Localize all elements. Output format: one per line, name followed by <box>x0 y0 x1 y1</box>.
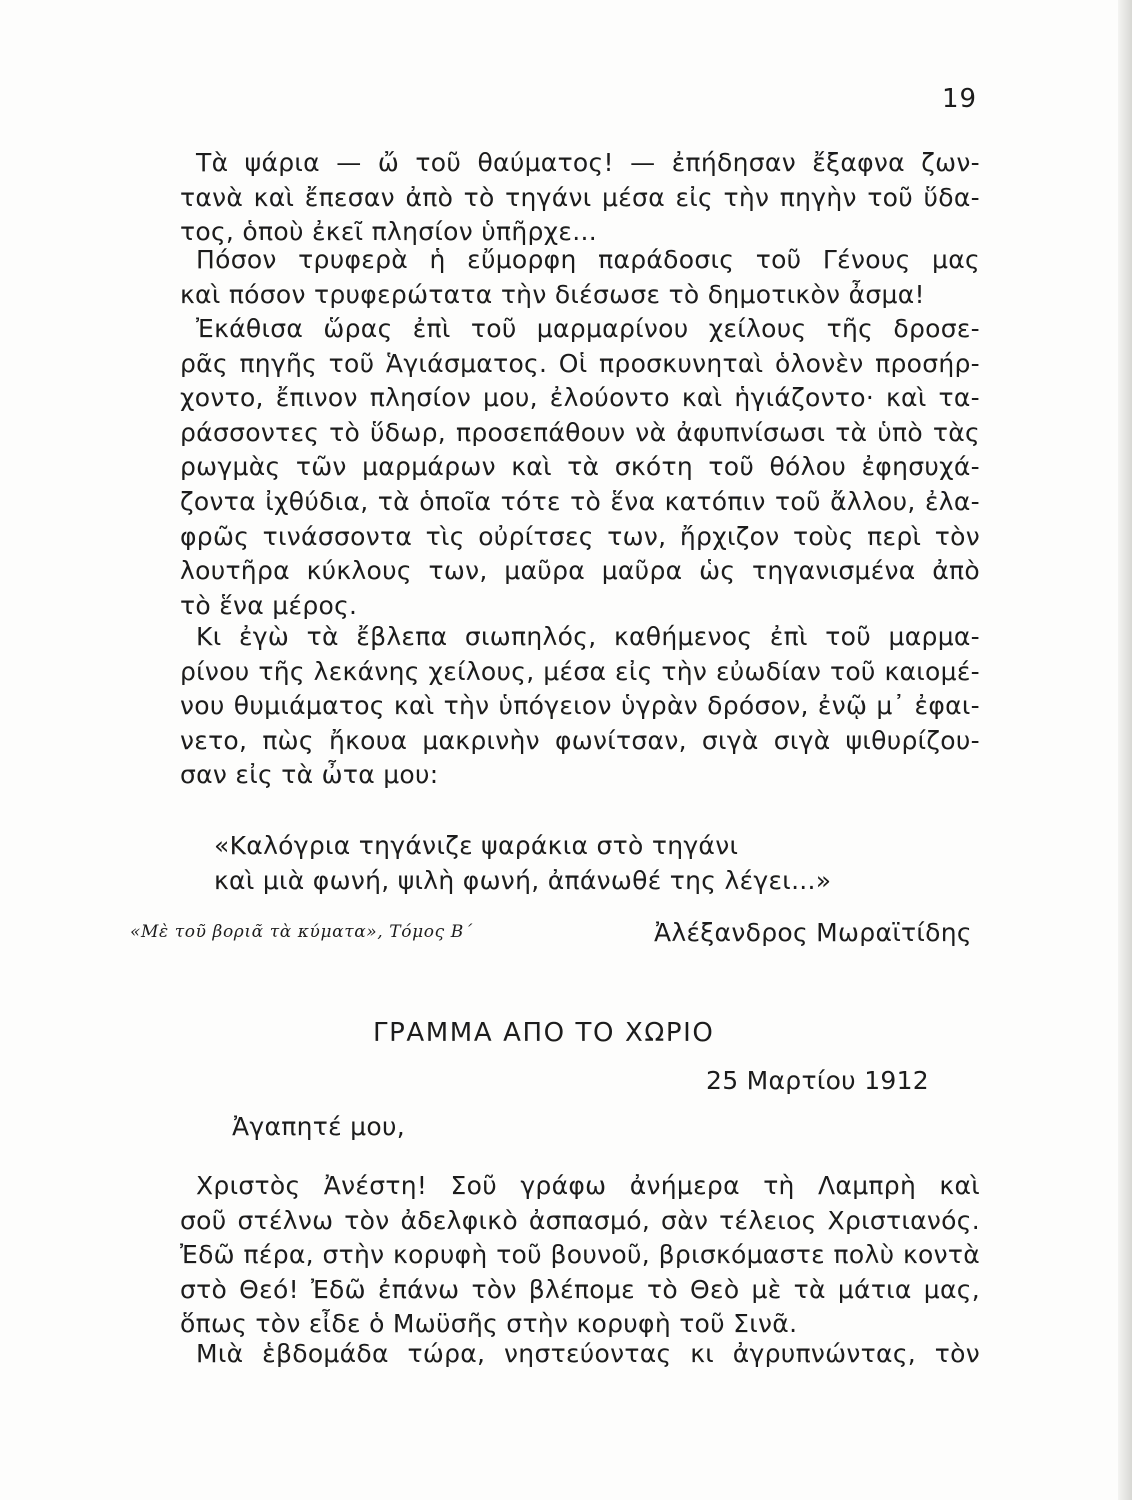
text-line: ράσσοντες τὸ ὕδωρ, προσεπάθουν νὰ ἀφυπνίσωσι τὰ ὑπὸ τὰς <box>180 417 980 447</box>
verse-line: «Καλόγρια τηγάνιζε ψαράκια στὸ τηγάνι <box>214 831 739 860</box>
text-line: τος, ὁποὺ ἐκεῖ πλησίον ὑπῆρχε... <box>180 217 597 247</box>
paragraph-tradition <box>180 243 980 312</box>
page-edge-shadow <box>1118 0 1132 1500</box>
text-line: τὸ ἕνα μέρος. <box>180 590 358 620</box>
letter-greeting: Ἀγαπητέ μου, <box>232 1112 405 1141</box>
text-line: νου θυμιάματος καὶ τὴν ὑπόγειον ὑγρὰν δρόσον, ἐνῷ μ᾽ ἐφαι- <box>180 691 980 721</box>
text-line: λουτῆρα κύκλους των, μαῦρα μαῦρα ὡς τηγανισμένα ἀπὸ <box>180 556 980 586</box>
folk-song-verse <box>214 828 831 897</box>
text-line: τανὰ καὶ ἔπεσαν ἀπὸ τὸ τηγάνι μέσα εἰς τὴν πηγὴν τοῦ ὕδα- <box>180 182 980 212</box>
text-line: ὅπως τὸν εἶδε ὁ Μωϋσῆς στὴν κορυφὴ τοῦ Σινᾶ. <box>180 1309 798 1339</box>
text-line: καὶ πόσον τρυφερώτατα τὴν διέσωσε τὸ δημοτικὸν ἆσμα! <box>180 279 925 309</box>
letter-date: 25 Μαρτίου 1912 <box>706 1066 930 1095</box>
text-line: Ἐκάθισα ὥρας ἐπὶ τοῦ μαρμαρίνου χείλους τῆς δροσε- <box>196 314 980 343</box>
letter-paragraph-week <box>180 1337 980 1372</box>
text-line: νετο, πὼς ἤκουα μακρινὴν φωνίτσαν, σιγὰ σιγὰ ψιθυρίζου- <box>180 725 980 755</box>
citation-author: Ἀλέξανδρος Μωραϊτίδης <box>654 918 972 947</box>
text-line: ρᾶς πηγῆς τοῦ Ἁγιάσματος. Οἱ προσκυνηταὶ ὁλονὲν προσήρ- <box>180 348 980 378</box>
text-line: Μιὰ ἑβδομάδα τώρα, νηστεύοντας κι ἀγρυπνώντας, τὸν <box>196 1339 980 1368</box>
page-number: 19 <box>942 84 978 114</box>
text-line: Πόσον τρυφερὰ ἡ εὔμορφη παράδοσις τοῦ Γένους μας <box>196 245 980 274</box>
citation-source: «Μὲ τοῦ βοριᾶ τὰ κύματα», Τόμος Β΄ <box>130 922 473 942</box>
text-line: Τὰ ψάρια — ὤ τοῦ θαύματος! — ἐπήδησαν ἔξαφνα ζων- <box>196 148 980 177</box>
letter-paragraph-easter <box>180 1169 980 1342</box>
text-line: ρωγμὰς τῶν μαρμάρων καὶ τὰ σκότη τοῦ θόλου ἐφησυχά- <box>180 452 980 482</box>
text-line: φρῶς τινάσσοντα τὶς οὐρίτσες των, ἤρχιζον τοὺς περὶ τὸν <box>180 521 980 551</box>
text-line: χοντο, ἔπινον πλησίον μου, ἐλούοντο καὶ ἡγιάζοντο· καὶ τα- <box>180 383 980 413</box>
text-line: σοῦ στέλνω τὸν ἀδελφικὸ ἀσπασμό, σὰν τέλειος Χριστιανός. <box>180 1205 980 1235</box>
section-title: ΓΡΑΜΜΑ ΑΠΟ ΤΟ ΧΩΡΙΟ <box>373 1018 715 1048</box>
text-line: ζοντα ἰχθύδια, τὰ ὁποῖα τότε τὸ ἕνα κατόπιν τοῦ ἄλλου, ἐλα- <box>180 486 980 516</box>
text-line: στὸ Θεό! Ἐδῶ ἐπάνω τὸν βλέπομε τὸ Θεὸ μὲ τὰ μάτια μας, <box>180 1274 980 1304</box>
text-line: σαν εἰς τὰ ὦτα μου: <box>180 760 439 790</box>
text-line: Ἐδῶ πέρα, στὴν κορυφὴ τοῦ βουνοῦ, βρισκόμαστε πολὺ κοντὰ <box>180 1240 980 1270</box>
paragraph-watching <box>180 620 980 793</box>
paragraph-spring <box>180 312 980 623</box>
verse-line: καὶ μιὰ φωνή, ψιλὴ φωνή, ἀπάνωθέ της λέγει...» <box>214 865 832 895</box>
text-line: Κι ἐγὼ τὰ ἔβλεπα σιωπηλός, καθήμενος ἐπὶ τοῦ μαρμα- <box>196 622 980 651</box>
text-line: ρίνου τῆς λεκάνης χείλους, μέσα εἰς τὴν εὐωδίαν τοῦ καιομέ- <box>180 656 980 686</box>
text-line: Χριστὸς Ἀνέστη! Σοῦ γράφω ἀνήμερα τὴ Λαμπρὴ καὶ <box>196 1171 980 1200</box>
paragraph-miracle <box>180 146 980 250</box>
